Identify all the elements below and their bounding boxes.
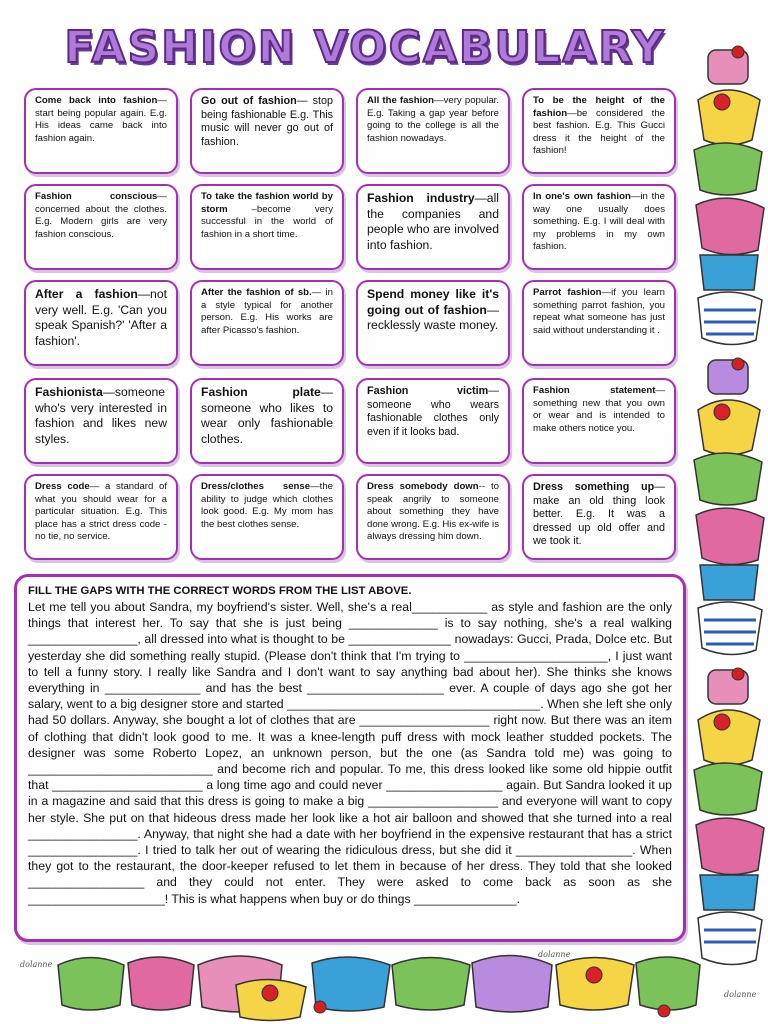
- vocab-card: [522, 280, 676, 366]
- vocab-card: [190, 88, 344, 174]
- vocab-card: [24, 378, 178, 464]
- vocab-definition: —very popular. E.g. Taking a gap year before going to the college is all the fashion nowadays.: [367, 95, 499, 144]
- vocab-definition: — stop being fashionable E.g. This music will never go out of fashion.: [201, 95, 333, 148]
- vocab-definition: —recklessly waste money.: [367, 302, 499, 333]
- hat-stack-2: [694, 358, 764, 655]
- exercise-panel: [14, 574, 686, 942]
- hats-border-bottom-illustration: [0, 945, 768, 1024]
- vocab-definition: — someone who likes to wear only fashionable clothes.: [201, 385, 333, 446]
- vocab-card: [522, 378, 676, 464]
- vocab-definition: —in the way one usually does something. E.g. I will deal with my problems in my own fashion.: [533, 191, 665, 253]
- vocab-term: Parrot fashion: [533, 287, 602, 298]
- vocab-term: Dress something up: [533, 481, 655, 493]
- vocab-card: [522, 184, 676, 270]
- vocab-definition: -- to speak angrily to someone about something they have done wrong. E.g. His ex-wife is always dressing him down.: [367, 481, 499, 543]
- vocab-definition: —not very well. E.g. 'Can you speak Spanish?' 'After a fashion'.: [35, 287, 167, 348]
- vocab-term: Spend money like it's going out of fashion: [367, 287, 499, 317]
- vocab-term: Dress somebody down: [367, 481, 479, 492]
- artist-signature: dolanne: [724, 990, 757, 999]
- vocab-term: Come back into fashion: [35, 95, 158, 106]
- vocab-definition: —make an old thing look better. E.g. It was a dressed up old offer and we took it.: [533, 481, 665, 548]
- vocab-term: To take the fashion world by storm: [201, 191, 333, 215]
- vocab-definition: —be considered the best fashion. E.g. This Gucci dress it the height of the fashion!: [533, 107, 665, 157]
- vocab-term: All the fashion: [367, 95, 435, 106]
- vocab-definition: — in a style typical for another person. E.g. His works are after Picasso's fashion.: [201, 287, 334, 336]
- vocab-term: After the fashion of sb.: [201, 287, 312, 298]
- vocab-card: [24, 88, 178, 174]
- vocab-card: [190, 184, 344, 270]
- vocab-card: [356, 378, 510, 464]
- vocab-card: [356, 474, 510, 560]
- vocab-card: [356, 88, 510, 174]
- vocab-definition: —if you learn something parrot fashion, you repeat what someone has just said without understanding it .: [533, 287, 665, 336]
- vocab-term: Fashionista: [35, 385, 103, 399]
- exercise-heading: FILL THE GAPS WITH THE CORRECT WORDS FROM THE LIST ABOVE.: [28, 585, 412, 597]
- vocab-card: [24, 184, 178, 270]
- vocab-term: To be the height of the fashion: [533, 95, 665, 119]
- vocab-card: [190, 378, 344, 464]
- vocab-term: Fashion industry: [367, 191, 475, 205]
- vocab-definition: — concerned about the clothes. E.g. Modern girls are very fashion conscious.: [35, 191, 167, 240]
- exercise-text: Let me tell you about Sandra, my boyfriend's sister. Well, she's a real___________ as style and fashion are the only things that interest her. To say that she is just being _____________ is to say nothing, she's a real walking ________________, all dressed into what is thought to be _______________ nowadays: Gucci, Prada, Dolce etc. But yesterday she did something really stupid. (Please don't think that I'm trying to _____________________, I just want to tell a funny story. I really like Sandra and I don't want to say anything bad about her). She thinks she knows everything in ______________ and has the best ____________________ ever. A couple of days ago she got her salary, went to a big designer store and started _____________________________________. When she left she only had 50 dollars. Anyway, she bought a lot of clothes that are ___________________ right now. But there was an item of clothing that didn't look good to me. It was a knee-length puff dress with mock leather studded pockets. The designer was some Roberto Lopez, an unknown person, but the one (as Sandra told me) was going to ___________________________ and become rich and popular. To me, this dress looked like some old hippie outfit that ______________________ a long time ago and could never _________________ again. But Sandra looked it up in a magazine and said that this dress is going to make a big ___________________ and everyone will want to copy her style. She put on that hideous dress made her look like a hot air balloon and showed that she turned into a real ________________. Anyway, that night she had a date with her boyfriend in the expensive restaurant that has a strict ________________. I tried to talk her out of wearing the ridiculous dress, but she did it _________________. When they got to the restaurant, the door-keeper refused to let them in because of her dress. They told that she looked _________________ and they could not enter. They were asked to come back as soon as she ____________________! This is what happens when buy or do things _______________.: [28, 600, 672, 906]
- vocab-definition: —all the companies and people who are involved into fashion.: [367, 191, 499, 252]
- vocab-term: Fashion conscious: [35, 191, 158, 202]
- vocab-term: Go out of fashion: [201, 95, 297, 107]
- vocab-definition: — something new that you own or wear and is intended to make others notice you.: [533, 385, 665, 434]
- vocab-definition: —the ability to judge which clothes look good. E.g. My mom has the best clothes sense.: [201, 481, 333, 530]
- page-title: FASHION VOCABULARY: [64, 22, 666, 73]
- vocab-card: [522, 88, 676, 174]
- vocab-card: [522, 474, 676, 560]
- vocab-card: [190, 474, 344, 560]
- vocab-definition: — a standard of what you should wear for a particular situation. E.g. This place has a strict dress code - no tie, no service.: [35, 481, 167, 543]
- vocab-card: [356, 280, 510, 366]
- vocab-definition: —someone who's very interested in fashion and likes new styles.: [35, 385, 167, 446]
- artist-signature: dolanne: [538, 950, 571, 959]
- vocab-term: Fashion plate: [201, 385, 321, 399]
- vocab-term: Fashion statement: [533, 385, 656, 396]
- vocab-card: [24, 474, 178, 560]
- artist-signature: dolanne: [20, 960, 53, 969]
- vocab-term: Dress/clothes sense: [201, 481, 311, 492]
- hat-stack-3: [694, 668, 764, 965]
- vocab-definition: —start being popular again. E.g. His ideas came back into fashion again.: [35, 95, 167, 144]
- hat-stack-1: [694, 46, 764, 345]
- vocab-term: After a fashion: [35, 287, 138, 301]
- vocabulary-grid: [24, 88, 688, 568]
- vocab-definition: — someone who wears fashionable clothes only even if it looks bad.: [367, 385, 499, 438]
- vocab-card: [190, 280, 344, 366]
- vocab-card: [356, 184, 510, 270]
- vocab-term: Dress code: [35, 481, 90, 492]
- vocab-card: [24, 280, 178, 366]
- hats-border-right-illustration: [690, 40, 768, 980]
- vocab-definition: –become very successful in the world of fashion in a short time.: [201, 203, 333, 240]
- vocab-term: In one's own fashion: [533, 191, 631, 202]
- vocab-term: Fashion victim: [367, 385, 489, 397]
